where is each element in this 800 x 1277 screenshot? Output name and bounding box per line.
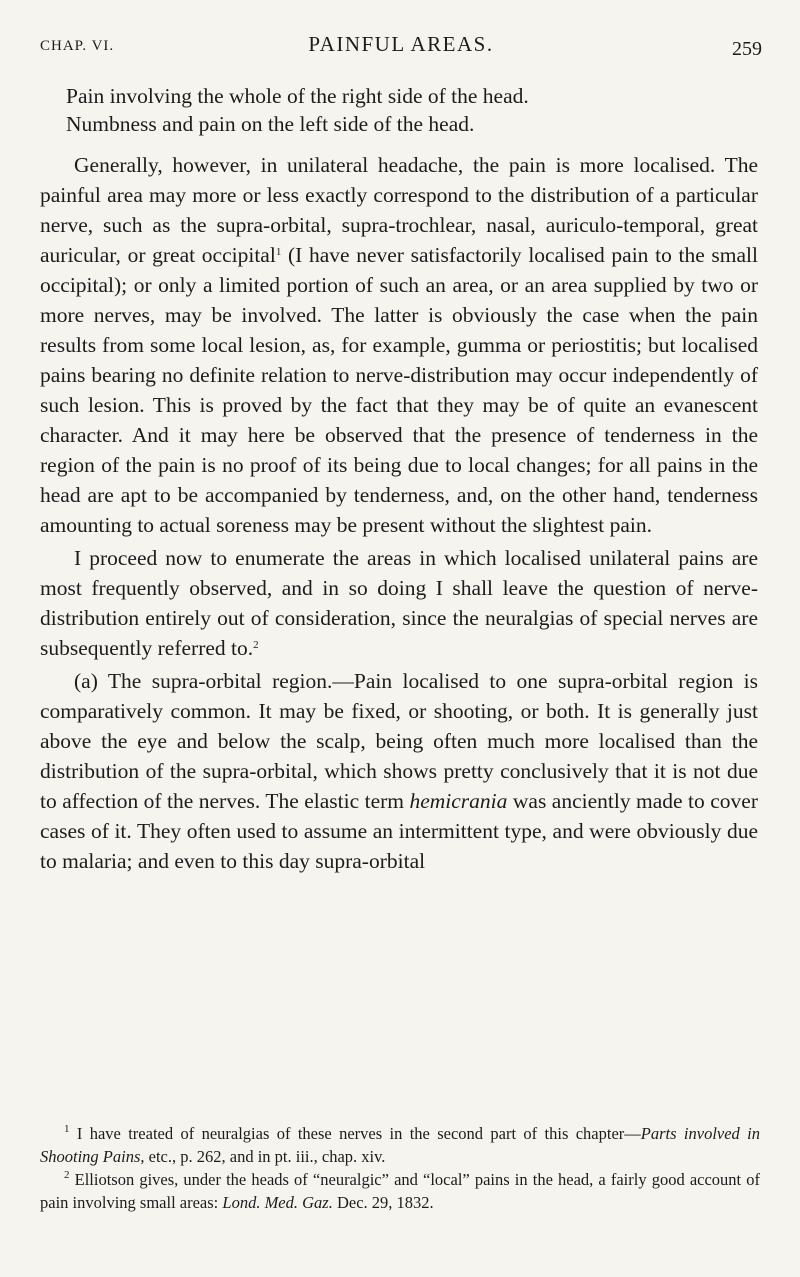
italic-term: hemicrania: [409, 789, 508, 813]
paragraph-text: The supra-orbital region.—Pain localised to one supra-orbital region is comparatively common. It may be fixed, or shooting, or both. It is generally just above the eye and below the scalp, being often much more localised than the distribution of the supra-orbital, which shows pretty conclusively that it is not due to affection of the nerves. The elastic term: [40, 669, 758, 813]
footnote-italic: Lond. Med. Gaz.: [222, 1193, 333, 1212]
paragraph-text: was anciently made to cover cases of it. They often used to assume an intermittent type, and were obviously due to malaria; and even to this day supra-orbital: [40, 789, 758, 873]
paragraph-label: (a): [74, 669, 98, 693]
lead-line: Pain involving the whole of the right side of the head.: [66, 84, 529, 108]
footnote: [40, 1168, 760, 1214]
page-header: [40, 30, 762, 64]
running-title: PAINFUL AREAS.: [308, 32, 494, 56]
paragraph-text: I proceed now to enumerate the areas in which localised unilateral pains are most frequently observed, and in so doing I shall leave the question of nerve-distribution entirely out of consideration, since the neuralgias of special nerves are subsequently referred to.: [40, 546, 758, 660]
footnote-italic: Parts involved in Shooting Pains: [40, 1124, 760, 1166]
paragraph: [40, 543, 758, 663]
footnote-text: , etc., p. 262, and in pt. iii., chap. xiv.: [140, 1147, 386, 1166]
footnote-text: Dec. 29, 1832.: [332, 1193, 434, 1212]
footnote: [40, 1122, 760, 1168]
footnote-text: Elliotson gives, under the heads of “neuralgic” and “local” pains in the head, a fairly good account of pain involving small areas:: [40, 1170, 760, 1212]
paragraph-text: (I have never satisfactorily localised pain to the small occipital); or only a limited portion of such an area, or an area supplied by two or more nerves, may be involved. The latter is obviously the case when the pain results from some local lesion, as, for example, gumma or periostitis; but localised pains bearing no definite relation to nerve-distribution may occur independently of such lesion. This is proved by the fact that they may be of quite an evanescent character. And it may here be observed that the presence of tenderness in the region of the pain is no proof of its being due to local changes; for all pains in the head are apt to be accompanied by tenderness, and, on the other hand, tenderness amounting to actual soreness may be present without the slightest pain.: [40, 243, 758, 537]
body-text: [40, 150, 758, 884]
footnotes: [40, 1122, 760, 1214]
footnote-marker[interactable]: 1: [275, 246, 282, 258]
chapter-label: CHAP. VI.: [40, 38, 115, 54]
paragraph-text: Generally, however, in unilateral headache, the pain is more localised. The painful area may more or less exactly correspond to the distribution of a particular nerve, such as the supra-orbital, supra-trochlear, nasal, auriculo-temporal, great auricular, or great occipital: [40, 153, 758, 267]
footnote-marker[interactable]: 2: [253, 639, 259, 651]
footnote-text: I have treated of neuralgias of these nerves in the second part of this chapter—: [69, 1124, 641, 1143]
lead-line: Numbness and pain on the left side of the head.: [66, 112, 475, 136]
page-number: 259: [732, 38, 762, 60]
paragraph: [40, 150, 758, 540]
footnote-number: 1: [64, 1123, 70, 1135]
paragraph: [40, 666, 758, 876]
footnote-number: 2: [64, 1169, 70, 1181]
lead-lines: [66, 82, 529, 138]
